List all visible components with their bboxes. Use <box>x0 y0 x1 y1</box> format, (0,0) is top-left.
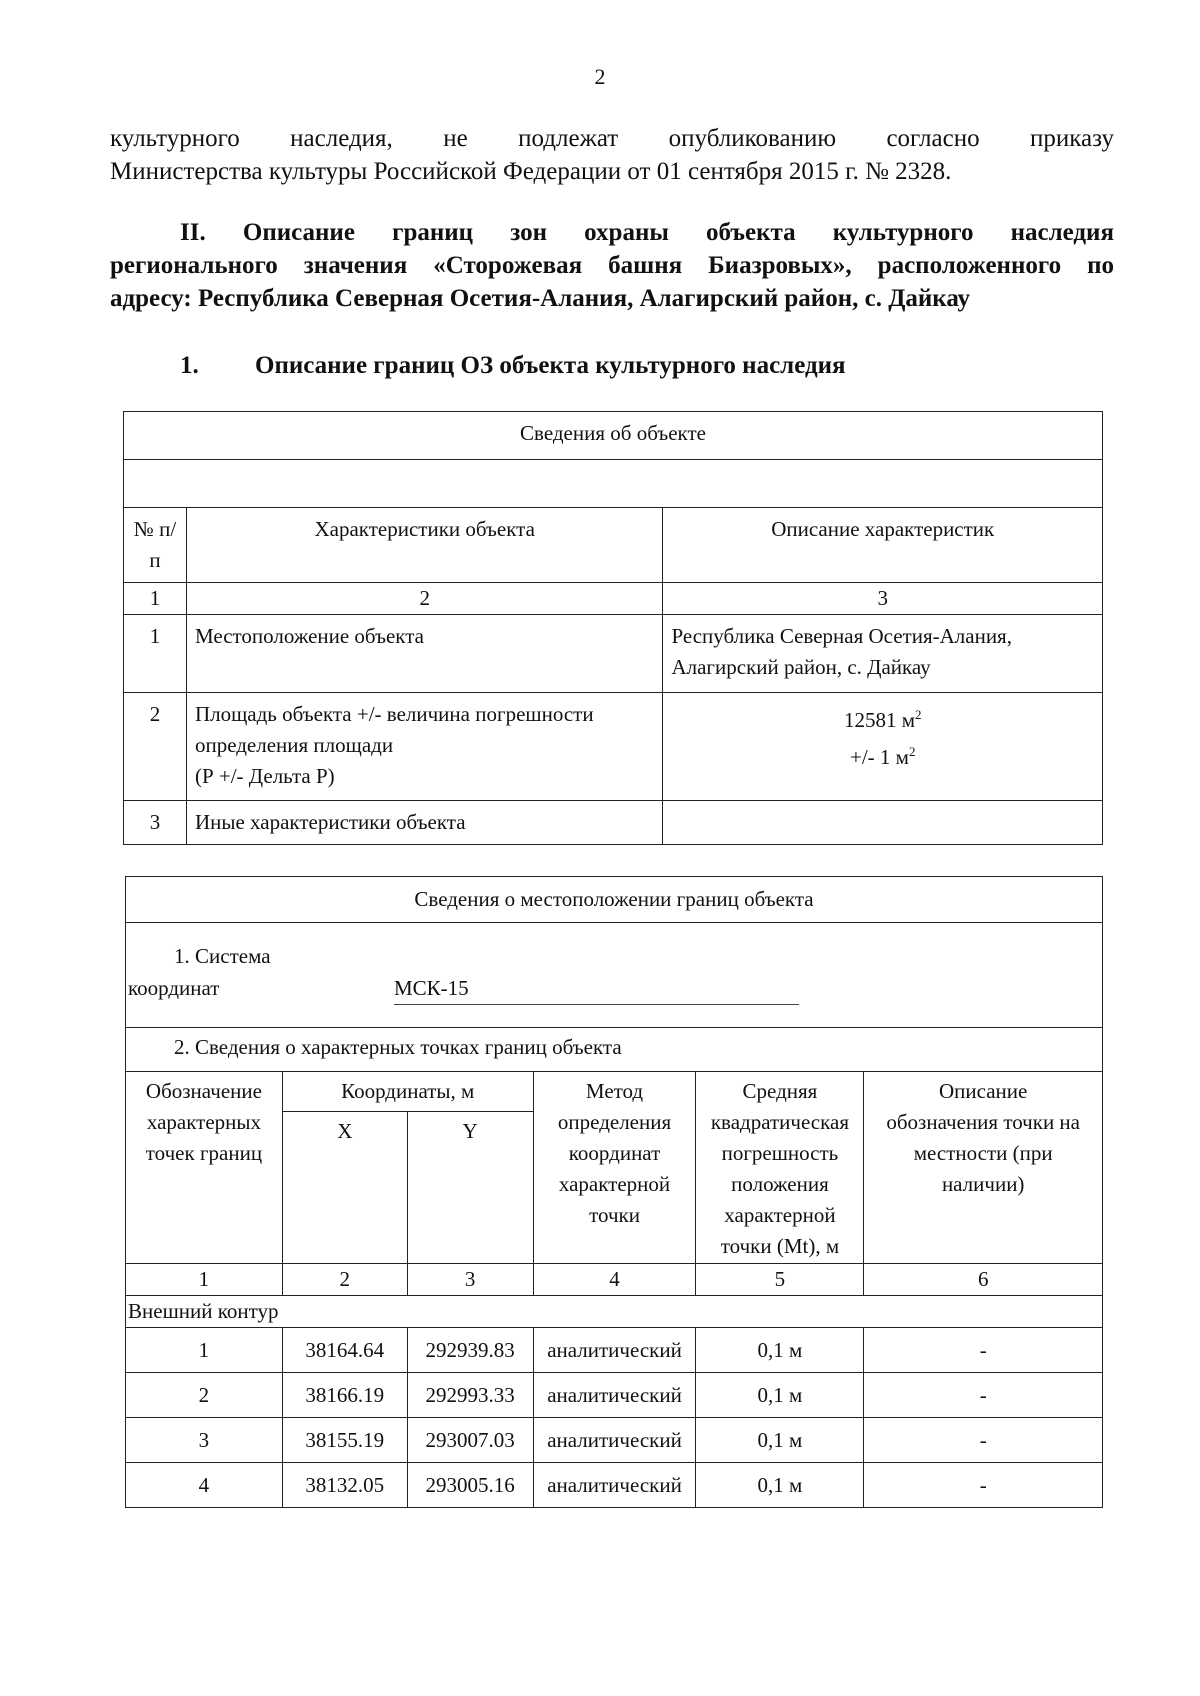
subsection-number: 1. <box>180 352 199 379</box>
header-method: Метод определения координат характерной точки <box>533 1072 696 1264</box>
point-error: 0,1 м <box>696 1463 864 1508</box>
point-y: 292993.33 <box>407 1373 533 1418</box>
table-row <box>124 693 1103 801</box>
section-heading-line-3: адресу: Республика Северная Осетия-Алания, Алагирский район, с. Дайкау <box>110 285 971 312</box>
point-method: аналитический <box>533 1328 696 1373</box>
index-cell: 5 <box>696 1264 864 1296</box>
point-error: 0,1 м <box>696 1373 864 1418</box>
point-x: 38166.19 <box>282 1373 407 1418</box>
point-x: 38132.05 <box>282 1463 407 1508</box>
point-id: 3 <box>126 1418 283 1463</box>
coord-system-value: МСК-15 <box>394 973 799 1005</box>
table-row <box>124 615 1103 693</box>
header-coordinates: Координаты, м <box>282 1072 533 1112</box>
header-point-description: Описание обозначения точки на местности (при наличии) <box>864 1072 1103 1264</box>
coord-system-cell <box>126 923 1103 1028</box>
index-cell: 4 <box>533 1264 696 1296</box>
point-id: 1 <box>126 1328 283 1373</box>
point-x: 38164.64 <box>282 1328 407 1373</box>
header-designation: Обозначение характерных точек границ <box>126 1072 283 1264</box>
point-description: - <box>864 1328 1103 1373</box>
table-row <box>126 1463 1103 1508</box>
points-title: 2. Сведения о характерных точках границ объекта <box>126 1028 1103 1072</box>
row-value <box>663 693 1103 801</box>
point-y: 293007.03 <box>407 1418 533 1463</box>
table-row <box>126 1328 1103 1373</box>
row-num: 2 <box>124 693 187 801</box>
index-cell: 2 <box>282 1264 407 1296</box>
point-description: - <box>864 1418 1103 1463</box>
area-name-line-2: определения площади <box>194 733 394 757</box>
object-table-empty-row <box>124 460 1103 508</box>
index-cell: 6 <box>864 1264 1103 1296</box>
index-cell: 2 <box>186 583 663 615</box>
point-error: 0,1 м <box>696 1418 864 1463</box>
header-y: Y <box>407 1112 533 1264</box>
row-num: 1 <box>124 615 187 693</box>
header-error: Средняя квадратическая погрешность положения характерной точки (Mt), м <box>696 1072 864 1264</box>
page-number: 2 <box>594 64 606 89</box>
location-line-1: Республика Северная Осетия-Алания, <box>671 624 1012 648</box>
index-cell: 1 <box>126 1264 283 1296</box>
table-row <box>126 1418 1103 1463</box>
row-name: Местоположение объекта <box>186 615 663 693</box>
point-id: 2 <box>126 1373 283 1418</box>
object-info-table <box>123 411 1103 845</box>
point-description: - <box>864 1463 1103 1508</box>
section-heading-line-1: II. Описание границ зон охраны объекта культурного наследия <box>180 219 1114 246</box>
boundary-table <box>125 876 1103 1508</box>
point-id: 4 <box>126 1463 283 1508</box>
header-description: Описание характеристик <box>663 508 1103 583</box>
contour-label: Внешний контур <box>126 1296 1103 1328</box>
point-y: 292939.83 <box>407 1328 533 1373</box>
row-num: 3 <box>124 801 187 845</box>
point-method: аналитический <box>533 1463 696 1508</box>
section-heading <box>110 216 1114 315</box>
point-method: аналитический <box>533 1373 696 1418</box>
row-name <box>186 693 663 801</box>
row-value <box>663 801 1103 845</box>
point-description: - <box>864 1373 1103 1418</box>
point-x: 38155.19 <box>282 1418 407 1463</box>
area-value: 12581 $м^2$ <box>843 707 922 732</box>
coord-system-label-2: координат <box>128 976 220 1000</box>
table-row <box>124 801 1103 845</box>
object-table-title: Сведения об объекте <box>124 412 1103 460</box>
index-cell: 3 <box>663 583 1103 615</box>
area-name-line-1: Площадь объекта +/- величина погрешности <box>194 702 594 726</box>
point-method: аналитический <box>533 1418 696 1463</box>
table-row <box>126 1373 1103 1418</box>
header-num: № п/п <box>124 508 187 583</box>
row-name: Иные характеристики объекта <box>186 801 663 845</box>
intro-line-1: культурного наследия, не подлежат опубликованию согласно приказу <box>110 125 1114 152</box>
point-error: 0,1 м <box>696 1328 864 1373</box>
header-x: X <box>282 1112 407 1264</box>
intro-paragraph <box>110 122 1114 188</box>
area-error: +/- 1 $м^2$ <box>849 744 916 769</box>
intro-line-2: Министерства культуры Российской Федерации от 01 сентября 2015 г. № 2328. <box>110 158 952 185</box>
boundary-table-title: Сведения о местоположении границ объекта <box>126 877 1103 923</box>
row-value <box>663 615 1103 693</box>
area-name-line-3: (Р +/- Дельта Р) <box>194 764 335 788</box>
header-characteristics: Характеристики объекта <box>186 508 663 583</box>
location-line-2: Алагирский район, с. Дайкау <box>671 655 931 679</box>
index-cell: 1 <box>124 583 187 615</box>
subsection-title: Описание границ ОЗ объекта культурного наследия <box>255 352 846 379</box>
section-heading-line-2: регионального значения «Сторожевая башня Биазровых», расположенного по <box>110 252 1114 279</box>
index-cell: 3 <box>407 1264 533 1296</box>
coord-system-label-1: 1. Система <box>174 944 271 968</box>
subsection-heading <box>180 352 1080 380</box>
point-y: 293005.16 <box>407 1463 533 1508</box>
